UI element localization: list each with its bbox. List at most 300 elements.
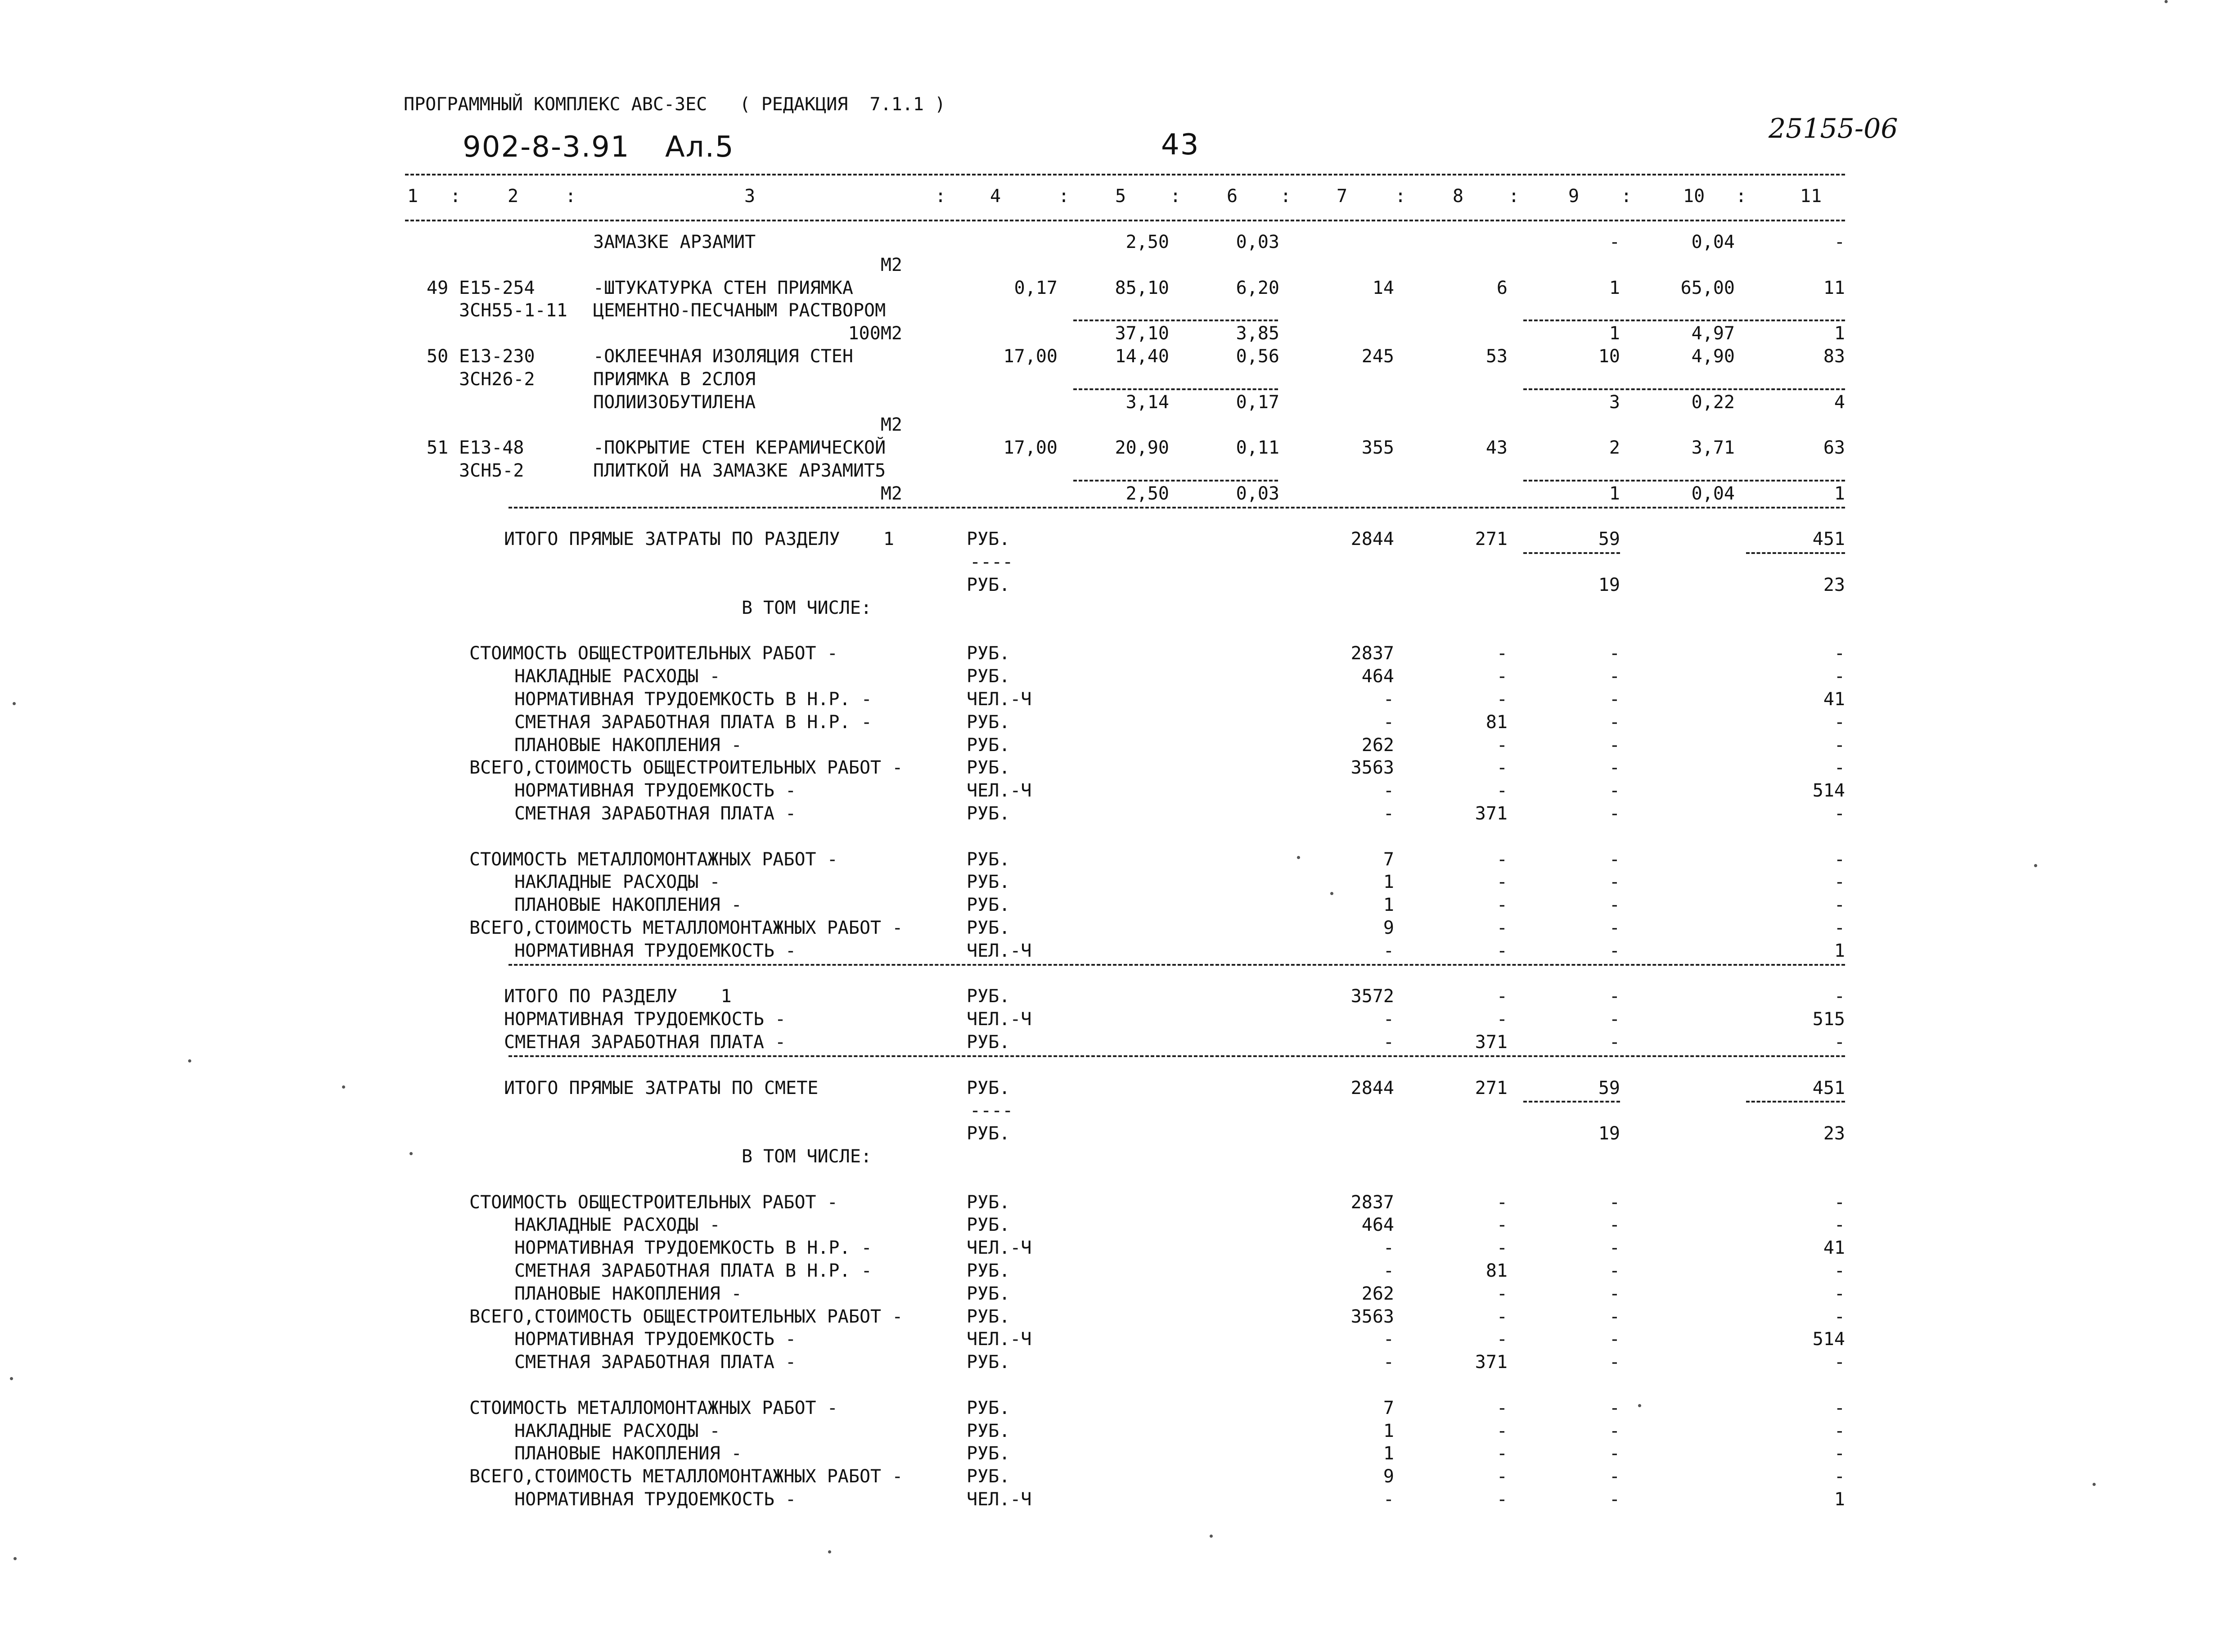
summary-c7: 1: [1383, 872, 1394, 893]
scan-speck: [2034, 864, 2037, 867]
summary-c11: -: [1834, 872, 1845, 893]
summary-unit: ЧЕЛ.-Ч: [967, 1238, 1032, 1259]
work-description: -ШТУКАТУРКА СТЕН ПРИЯМКА: [593, 277, 853, 298]
summary-c11: -: [1834, 1260, 1845, 1281]
summary-c9: -: [1609, 734, 1620, 756]
summary-c9: 59: [1598, 529, 1620, 550]
summary-c8: -: [1496, 1397, 1508, 1418]
summary-c9: -: [1609, 1420, 1620, 1441]
summary-label: СМЕТНАЯ ЗАРАБОТНАЯ ПЛАТА -: [504, 1032, 786, 1053]
summary-c11: -: [1834, 666, 1845, 687]
summary-label: СМЕТНАЯ ЗАРАБОТНАЯ ПЛАТА В Н.Р. -: [514, 1260, 872, 1281]
column-separator: :: [1170, 186, 1181, 207]
summary-label: ВСЕГО,СТОИМОСТЬ ОБЩЕСТРОИТЕЛЬНЫХ РАБОТ -: [469, 757, 903, 779]
summary-c7: -: [1383, 803, 1394, 824]
summary-c8: -: [1496, 1306, 1508, 1327]
summary-c7: 464: [1361, 1215, 1394, 1236]
summary-c7: 1: [1383, 1443, 1394, 1464]
summary-c9: -: [1609, 1032, 1620, 1053]
summary-label: ПЛАНОВЫЕ НАКОПЛЕНИЯ -: [514, 1443, 742, 1464]
cell-c5: 37,10: [1115, 323, 1169, 344]
summary-unit: РУБ.: [967, 1352, 1010, 1373]
summary-label: ИТОГО ПРЯМЫЕ ЗАТРАТЫ ПО РАЗДЕЛУ 1: [504, 529, 894, 550]
summary-c11: -: [1834, 986, 1845, 1007]
summary-label: НОРМАТИВНАЯ ТРУДОЕМКОСТЬ В Н.Р. -: [514, 689, 872, 710]
column-separator: :: [450, 186, 461, 207]
summary-c11: -: [1834, 1397, 1845, 1418]
summary-label: НОРМАТИВНАЯ ТРУДОЕМКОСТЬ -: [504, 1009, 786, 1030]
column-separator: :: [565, 186, 576, 207]
summary-c9: -: [1609, 689, 1620, 710]
summary-label: ПЛАНОВЫЕ НАКОПЛЕНИЯ -: [514, 734, 742, 756]
summary-unit: РУБ.: [967, 1283, 1010, 1304]
summary-c9: -: [1609, 643, 1620, 664]
subtotal-rule: [1746, 1101, 1845, 1103]
column-separator: :: [935, 186, 946, 207]
summary-c7: -: [1383, 1009, 1394, 1030]
cell-c10: 65,00: [1680, 277, 1735, 298]
scan-speck: [2093, 1483, 2096, 1486]
summary-unit: ЧЕЛ.-Ч: [967, 780, 1032, 801]
scan-speck: [10, 1377, 13, 1380]
unit-of-measure: М2: [880, 254, 902, 275]
summary-unit: ЧЕЛ.-Ч: [967, 1329, 1032, 1350]
cell-c9: -: [1609, 232, 1620, 252]
cell-c4: 0,17: [1014, 277, 1058, 298]
cell-c5: 2,50: [1125, 483, 1169, 504]
summary-c7: -: [1383, 1329, 1394, 1350]
column-header: 8: [1453, 186, 1464, 207]
work-description: -ПОКРЫТИЕ СТЕН КЕРАМИЧЕСКОЙ: [593, 437, 886, 459]
summary-c7: 7: [1383, 1397, 1394, 1418]
summary-unit: РУБ.: [967, 666, 1010, 687]
cell-c11: 1: [1834, 483, 1845, 504]
cell-c5: 85,10: [1115, 277, 1169, 298]
column-header: 11: [1800, 186, 1822, 207]
summary-c11: -: [1834, 1306, 1845, 1327]
summary-c9: 59: [1598, 1077, 1620, 1098]
summary-c7: -: [1383, 689, 1394, 710]
summary-c8: -: [1496, 1009, 1508, 1030]
summary-unit: РУБ.: [967, 1443, 1010, 1464]
summary-c8: -: [1496, 757, 1508, 779]
summary-c7: -: [1383, 1489, 1394, 1510]
cell-c9: 1: [1609, 323, 1620, 344]
subtotal-rule: [1073, 320, 1278, 321]
summary-label: ВСЕГО,СТОИМОСТЬ МЕТАЛЛОМОНТАЖНЫХ РАБОТ -: [469, 918, 903, 938]
summary-c11: -: [1834, 803, 1845, 824]
summary-c8: -: [1496, 1443, 1508, 1464]
cell-c7: 245: [1361, 346, 1394, 367]
rule-header: [405, 220, 1845, 221]
summary-c9: -: [1609, 1489, 1620, 1510]
summary-c9: -: [1609, 1009, 1620, 1030]
cell-c9: 1: [1609, 277, 1620, 298]
summary-c11: -: [1834, 711, 1845, 733]
summary-c11: -: [1834, 1420, 1845, 1441]
summary-c7: -: [1383, 1352, 1394, 1373]
summary-c8: -: [1496, 1489, 1508, 1510]
summary-c8: 371: [1475, 1352, 1508, 1373]
summary-unit: РУБ.: [967, 872, 1010, 893]
summary-c11: 515: [1812, 1009, 1845, 1030]
column-separator: :: [1280, 186, 1292, 207]
column-header: 9: [1568, 186, 1580, 207]
cell-c11: -: [1834, 232, 1845, 252]
summary-c11: 451: [1812, 1077, 1845, 1098]
summary-unit: РУБ.: [967, 711, 1010, 733]
summary-c11: 23: [1823, 575, 1845, 595]
summary-c9: -: [1609, 1306, 1620, 1327]
summary-c7: 7: [1383, 849, 1394, 870]
column-header: 10: [1683, 186, 1705, 207]
summary-c8: -: [1496, 666, 1508, 687]
summary-c11: -: [1834, 1443, 1845, 1464]
summary-label: ВСЕГО,СТОИМОСТЬ ОБЩЕСТРОИТЕЛЬНЫХ РАБОТ -: [469, 1306, 903, 1327]
cell-c10: 0,04: [1691, 483, 1735, 504]
summary-c11: -: [1834, 1283, 1845, 1304]
cell-c5: 14,40: [1115, 346, 1169, 367]
cell-c6: 0,03: [1236, 483, 1279, 504]
summary-label: В ТОМ ЧИСЛЕ:: [742, 1146, 872, 1167]
summary-c7: 262: [1361, 734, 1394, 756]
rate-code: 3СН55-1-11: [459, 300, 567, 321]
summary-c11: -: [1834, 918, 1845, 938]
summary-c7: -: [1383, 1032, 1394, 1053]
rate-code: 3СН26-2: [459, 369, 535, 390]
work-description: ПЛИТКОЙ НА ЗАМАЗКЕ АРЗАМИТ5: [593, 460, 886, 481]
summary-c7: -: [1383, 940, 1394, 961]
subtotal-rule: [1523, 552, 1620, 554]
summary-unit: ЧЕЛ.-Ч: [967, 1489, 1032, 1510]
summary-c8: -: [1496, 940, 1508, 961]
summary-c9: -: [1609, 1466, 1620, 1487]
summary-c11: -: [1834, 757, 1845, 779]
cell-c11: 63: [1823, 437, 1845, 459]
summary-unit: РУБ.: [967, 757, 1010, 779]
summary-c9: -: [1609, 803, 1620, 824]
scan-speck: [342, 1085, 345, 1089]
summary-label: СМЕТНАЯ ЗАРАБОТНАЯ ПЛАТА В Н.Р. -: [514, 711, 872, 733]
subtotal-rule: [1073, 480, 1278, 482]
summary-c8: -: [1496, 1329, 1508, 1350]
summary-c9: -: [1609, 1397, 1620, 1418]
summary-unit: РУБ.: [967, 1215, 1010, 1236]
subtotal-rule: [1523, 1101, 1620, 1103]
summary-c11: 1: [1834, 940, 1845, 961]
summary-unit: РУБ.: [967, 1077, 1010, 1098]
summary-c8: -: [1496, 918, 1508, 938]
column-separator: :: [1736, 186, 1747, 207]
summary-label: СТОИМОСТЬ МЕТАЛЛОМОНТАЖНЫХ РАБОТ -: [469, 1397, 838, 1418]
summary-c7: 262: [1361, 1283, 1394, 1304]
summary-label: НОРМАТИВНАЯ ТРУДОЕМКОСТЬ -: [514, 780, 797, 801]
summary-c9: -: [1609, 1352, 1620, 1373]
summary-label: НАКЛАДНЫЕ РАСХОДЫ -: [514, 666, 720, 687]
row-number: 50: [427, 346, 449, 367]
cell-c5: 2,50: [1125, 232, 1169, 252]
section-rule: [509, 964, 1845, 966]
scan-speck: [1297, 856, 1300, 859]
cell-c11: 83: [1823, 346, 1845, 367]
summary-c9: -: [1609, 1238, 1620, 1259]
summary-c11: 451: [1812, 529, 1845, 550]
summary-c11: -: [1834, 1215, 1845, 1236]
unit-of-measure: М2: [880, 483, 902, 504]
summary-c8: -: [1496, 1466, 1508, 1487]
sheet-label: Ал.5: [665, 131, 734, 164]
summary-unit: РУБ.: [967, 643, 1010, 664]
cell-c9: 3: [1609, 392, 1620, 413]
summary-unit: РУБ.: [967, 849, 1010, 870]
work-description: ПОЛИИЗОБУТИЛЕНА: [593, 392, 756, 413]
summary-unit: РУБ.: [967, 1420, 1010, 1441]
summary-c7: 9: [1383, 918, 1394, 938]
summary-c11: 1: [1834, 1489, 1845, 1510]
cell-c11: 4: [1834, 392, 1845, 413]
rate-code: Е15-254: [459, 277, 535, 298]
cell-c6: 0,11: [1236, 437, 1279, 459]
cell-c10: 4,90: [1691, 346, 1735, 367]
summary-c9: -: [1609, 895, 1620, 916]
summary-label: НАКЛАДНЫЕ РАСХОДЫ -: [514, 1420, 720, 1441]
summary-unit: РУБ.: [967, 895, 1010, 916]
column-header: 2: [508, 186, 519, 207]
cell-c10: 4,97: [1691, 323, 1735, 344]
summary-label: СМЕТНАЯ ЗАРАБОТНАЯ ПЛАТА -: [514, 803, 797, 824]
summary-unit: РУБ.: [967, 918, 1010, 938]
cell-c10: 0,22: [1691, 392, 1735, 413]
scan-speck: [188, 1059, 191, 1062]
summary-unit: РУБ.: [967, 1397, 1010, 1418]
rate-code: Е13-230: [459, 346, 535, 367]
summary-unit: РУБ.: [967, 575, 1010, 595]
summary-unit: ЧЕЛ.-Ч: [967, 689, 1032, 710]
summary-c8: -: [1496, 986, 1508, 1007]
summary-c7: 9: [1383, 1466, 1394, 1487]
cell-c10: 3,71: [1691, 437, 1735, 459]
column-separator: :: [1395, 186, 1406, 207]
archive-stamp: 25155-06: [1769, 113, 1898, 144]
scan-speck: [1638, 1404, 1641, 1407]
rule-top: [405, 174, 1845, 176]
summary-label: НОРМАТИВНАЯ ТРУДОЕМКОСТЬ -: [514, 1489, 797, 1510]
row-number: 49: [427, 277, 449, 298]
column-separator: :: [1508, 186, 1520, 207]
summary-c11: 41: [1823, 1238, 1845, 1259]
summary-unit: РУБ.: [967, 1260, 1010, 1281]
summary-c11: -: [1834, 1032, 1845, 1053]
summary-c7: 2837: [1350, 1192, 1394, 1213]
work-description: ЦЕМЕНТНО-ПЕСЧАНЫМ РАСТВОРОМ: [593, 300, 886, 321]
summary-label: В ТОМ ЧИСЛЕ:: [742, 597, 872, 618]
summary-c7: -: [1383, 780, 1394, 801]
unit-of-measure: М2: [880, 414, 902, 436]
summary-c7: 2844: [1350, 529, 1394, 550]
summary-c11: -: [1834, 849, 1845, 870]
summary-c11: -: [1834, 1352, 1845, 1373]
summary-label: СМЕТНАЯ ЗАРАБОТНАЯ ПЛАТА -: [514, 1352, 797, 1373]
work-description: ПРИЯМКА В 2СЛОЯ: [593, 369, 756, 390]
summary-c11: -: [1834, 895, 1845, 916]
cell-c4: 17,00: [1003, 437, 1058, 459]
column-separator: :: [1621, 186, 1632, 207]
section-rule: [509, 507, 1845, 509]
summary-c7: 1: [1383, 1420, 1394, 1441]
summary-c7: -: [1383, 711, 1394, 733]
cell-c5: 3,14: [1125, 392, 1169, 413]
doc-code: 902-8-3.91: [463, 131, 630, 164]
summary-c9: -: [1609, 1329, 1620, 1350]
summary-unit: ----: [970, 1100, 1013, 1121]
summary-c9: -: [1609, 940, 1620, 961]
cell-c9: 2: [1609, 437, 1620, 459]
summary-c8: -: [1496, 895, 1508, 916]
scan-speck: [828, 1550, 831, 1553]
summary-c11: 514: [1812, 1329, 1845, 1350]
column-header: 1: [407, 186, 419, 207]
column-header: 6: [1227, 186, 1238, 207]
column-header: 3: [744, 186, 756, 207]
scan-speck: [14, 1557, 17, 1560]
cell-c6: 0,03: [1236, 232, 1279, 252]
cell-c11: 1: [1834, 323, 1845, 344]
summary-unit: РУБ.: [967, 734, 1010, 756]
subtotal-rule: [1523, 480, 1845, 482]
cell-c9: 10: [1598, 346, 1620, 367]
scan-speck: [1210, 1535, 1213, 1538]
summary-c11: 23: [1823, 1123, 1845, 1144]
cell-c6: 6,20: [1236, 277, 1279, 298]
summary-unit: РУБ.: [967, 529, 1010, 550]
summary-label: СТОИМОСТЬ ОБЩЕСТРОИТЕЛЬНЫХ РАБОТ -: [469, 1192, 838, 1213]
summary-label: СТОИМОСТЬ МЕТАЛЛОМОНТАЖНЫХ РАБОТ -: [469, 849, 838, 870]
work-description: ЗАМАЗКЕ АРЗАМИТ: [593, 232, 756, 252]
summary-unit: РУБ.: [967, 803, 1010, 824]
cell-c8: 53: [1485, 346, 1508, 367]
summary-c7: 3563: [1350, 757, 1394, 779]
cell-c9: 1: [1609, 483, 1620, 504]
summary-c7: 3572: [1350, 986, 1394, 1007]
summary-c8: 371: [1475, 1032, 1508, 1053]
summary-c8: -: [1496, 1420, 1508, 1441]
cell-c11: 11: [1823, 277, 1845, 298]
page-number: 43: [1161, 128, 1200, 162]
summary-c8: -: [1496, 1283, 1508, 1304]
summary-label: НОРМАТИВНАЯ ТРУДОЕМКОСТЬ В Н.Р. -: [514, 1238, 872, 1259]
summary-label: НОРМАТИВНАЯ ТРУДОЕМКОСТЬ -: [514, 1329, 797, 1350]
summary-c8: -: [1496, 872, 1508, 893]
summary-c9: -: [1609, 666, 1620, 687]
section-rule: [509, 1055, 1845, 1057]
cell-c10: 0,04: [1691, 232, 1735, 252]
column-header: 4: [990, 186, 1001, 207]
summary-unit: РУБ.: [967, 1032, 1010, 1053]
summary-c7: -: [1383, 1260, 1394, 1281]
summary-c7: 2844: [1350, 1077, 1394, 1098]
column-header: 5: [1115, 186, 1126, 207]
summary-c9: -: [1609, 918, 1620, 938]
summary-c9: -: [1609, 1283, 1620, 1304]
summary-c8: 271: [1475, 1077, 1508, 1098]
summary-unit: ЧЕЛ.-Ч: [967, 1009, 1032, 1030]
summary-c8: -: [1496, 1192, 1508, 1213]
summary-c7: 3563: [1350, 1306, 1394, 1327]
summary-c9: -: [1609, 1260, 1620, 1281]
summary-c11: -: [1834, 1466, 1845, 1487]
summary-label: ИТОГО ПО РАЗДЕЛУ 1: [504, 986, 732, 1007]
cell-c6: 0,17: [1236, 392, 1279, 413]
rate-code: 3СН5-2: [459, 460, 524, 481]
summary-c7: 464: [1361, 666, 1394, 687]
summary-label: ВСЕГО,СТОИМОСТЬ МЕТАЛЛОМОНТАЖНЫХ РАБОТ -: [469, 1466, 903, 1487]
cell-c8: 6: [1496, 277, 1508, 298]
subtotal-rule: [1073, 388, 1278, 390]
summary-c9: -: [1609, 872, 1620, 893]
summary-c8: 271: [1475, 529, 1508, 550]
summary-c9: -: [1609, 780, 1620, 801]
column-separator: :: [1058, 186, 1070, 207]
summary-c9: -: [1609, 1192, 1620, 1213]
cell-c8: 43: [1485, 437, 1508, 459]
summary-c11: -: [1834, 643, 1845, 664]
summary-c9: -: [1609, 711, 1620, 733]
summary-c9: -: [1609, 986, 1620, 1007]
subtotal-rule: [1523, 320, 1845, 321]
summary-c9: 19: [1598, 575, 1620, 595]
summary-c9: -: [1609, 1215, 1620, 1236]
summary-unit: ----: [970, 552, 1013, 573]
subtotal-rule: [1746, 552, 1845, 554]
cell-c7: 355: [1361, 437, 1394, 459]
scan-speck: [13, 702, 16, 705]
cell-c7: 14: [1372, 277, 1394, 298]
summary-unit: РУБ.: [967, 1306, 1010, 1327]
unit-of-measure: 100М2: [848, 323, 902, 344]
scan-speck: [2165, 0, 2168, 3]
summary-c8: -: [1496, 1238, 1508, 1259]
summary-c11: 41: [1823, 689, 1845, 710]
cell-c5: 20,90: [1115, 437, 1169, 459]
program-header: ПРОГРАММНЫЙ КОМПЛЕКС АВС-3ЕС ( РЕДАКЦИЯ 7.1.1 ): [404, 94, 946, 115]
subtotal-rule: [1523, 388, 1845, 390]
summary-label: НОРМАТИВНАЯ ТРУДОЕМКОСТЬ -: [514, 940, 797, 961]
summary-c8: -: [1496, 734, 1508, 756]
summary-c8: 81: [1485, 1260, 1508, 1281]
summary-unit: ЧЕЛ.-Ч: [967, 940, 1032, 961]
rate-code: Е13-48: [459, 437, 524, 459]
summary-label: СТОИМОСТЬ ОБЩЕСТРОИТЕЛЬНЫХ РАБОТ -: [469, 643, 838, 664]
summary-label: ПЛАНОВЫЕ НАКОПЛЕНИЯ -: [514, 1283, 742, 1304]
summary-c8: -: [1496, 780, 1508, 801]
summary-c9: -: [1609, 757, 1620, 779]
cell-c6: 3,85: [1236, 323, 1279, 344]
scan-speck: [1330, 892, 1333, 895]
summary-c11: 514: [1812, 780, 1845, 801]
summary-c8: 81: [1485, 711, 1508, 733]
summary-c8: 371: [1475, 803, 1508, 824]
summary-c11: -: [1834, 734, 1845, 756]
scan-speck: [410, 1152, 413, 1155]
summary-label: ИТОГО ПРЯМЫЕ ЗАТРАТЫ ПО СМЕТЕ: [504, 1077, 819, 1098]
column-header: 7: [1337, 186, 1348, 207]
summary-unit: РУБ.: [967, 1123, 1010, 1144]
summary-unit: РУБ.: [967, 1466, 1010, 1487]
summary-unit: РУБ.: [967, 1192, 1010, 1213]
summary-c8: -: [1496, 643, 1508, 664]
cell-c6: 0,56: [1236, 346, 1279, 367]
summary-c9: 19: [1598, 1123, 1620, 1144]
